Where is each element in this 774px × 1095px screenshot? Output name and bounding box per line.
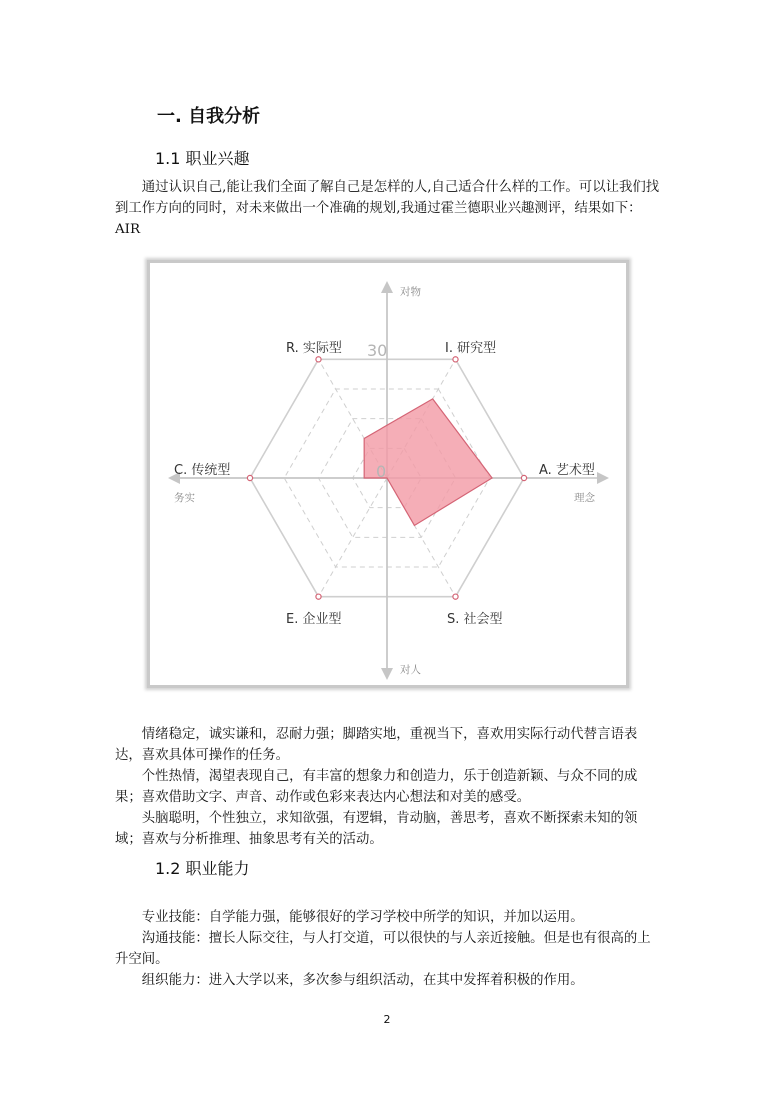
a-type-paragraph: 个性热情，渴望表现自己，有丰富的想象力和创造力，乐于创造新颖、与众不同的成果；喜欢借助文字、声音、动作或色彩来表达内心想法和对美的感受。 [115,769,638,805]
axis-label-5: C. 传统型 [174,463,231,478]
vertex-marker-1 [453,357,458,362]
subsection-title-ability: 1.2 职业能力 [155,859,250,878]
i-type-paragraph: 头脑聪明，个性独立，求知欲强，有逻辑，肯动脑，善思考，喜欢不断探索未知的领域；喜欢与分析推理、抽象思考有关的活动。 [115,811,638,847]
tick-label-max: 30 [367,341,388,360]
direction-label-bottom: 对人 [400,664,421,676]
intro-paragraph: 通过认识自己,能让我们全面了解自己是怎样的人,自己适合什么样的工作。可以让我们找到工作方向的同时，对未来做出一个准确的规划,我通过霍兰德职业兴趣测评，结果如下：AIR [115,180,660,237]
skill-org-paragraph: 组织能力：进入大学以来，多次参与组织活动，在其中发挥着积极的作用。 [141,973,584,988]
direction-label-top: 对物 [400,286,421,298]
axis-label-1: I. 研究型 [445,341,497,356]
axis-label-2: A. 艺术型 [539,463,595,478]
skill-pro-paragraph: 专业技能：自学能力强，能够很好的学习学校中所学的知识，并加以运用。 [141,910,584,925]
vertex-marker-6 [316,357,321,362]
skill-comm-paragraph: 沟通技能：擅长人际交往，与人打交道，可以很快的与人亲近接触。但是也有很高的上升空间。 [115,931,651,967]
direction-label-left: 务实 [174,492,195,504]
direction-label-right: 理念 [574,492,595,504]
axis-label-6: R. 实际型 [286,341,342,356]
vertex-marker-4 [316,594,321,599]
subsection-title-interest: 1.1 职业兴趣 [155,149,250,168]
holland-radar-chart [147,260,629,688]
radar-svg [150,263,626,685]
page-number: 2 [383,1013,391,1026]
r-type-paragraph: 情绪稳定，诚实谦和，忍耐力强；脚踏实地，重视当下，喜欢用实际行动代替言语表达，喜欢具体可操作的任务。 [115,727,638,763]
vertex-marker-3 [453,594,458,599]
axis-label-3: S. 社会型 [447,612,503,627]
axis-label-4: E. 企业型 [286,612,342,627]
vertex-marker-2 [521,475,526,480]
tick-label-min: 0 [376,462,387,481]
section-title: 一. 自我分析 [157,106,261,127]
vertex-marker-5 [247,475,252,480]
